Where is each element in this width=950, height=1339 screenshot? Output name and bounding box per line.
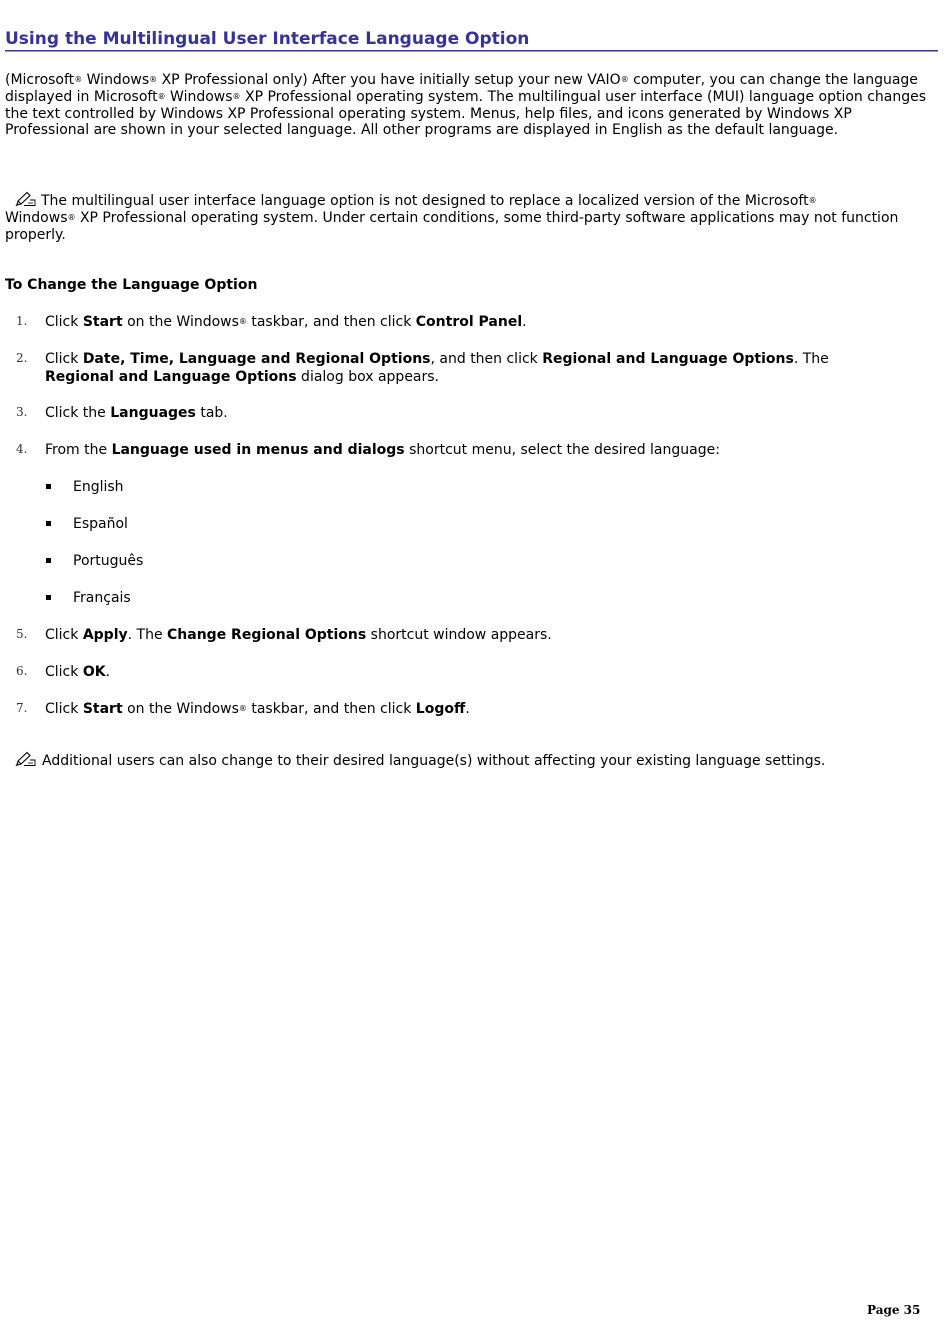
step-text-part: , and then click (430, 351, 543, 367)
ui-term: Apply (82, 627, 128, 643)
ui-term: OK (82, 664, 106, 680)
ui-term: Change Regional Options (167, 627, 367, 643)
intro-text-3: XP Professional only) After you have initially setup your new VAIO (157, 72, 621, 88)
step-text (45, 350, 938, 386)
step-text-part: taskbar, and then click (246, 701, 416, 717)
step-text (45, 700, 938, 718)
ui-term: Languages (110, 405, 196, 421)
ui-term: Date, Time, Language and Regional Options (82, 351, 431, 367)
intro-text-5: Windows (165, 88, 233, 105)
step-text-part: on the Windows (122, 701, 239, 717)
step-number: 2. (16, 351, 28, 365)
registered-mark: ® (238, 704, 247, 713)
step-text-part: Click (45, 314, 83, 330)
step-number: 6. (16, 664, 28, 678)
language-name: Português (73, 553, 144, 569)
bullet-icon (46, 558, 51, 563)
step-number: 7. (16, 701, 28, 715)
registered-mark: ® (238, 317, 247, 326)
bullet-icon (46, 521, 51, 526)
step-text-part: shortcut window appears. (366, 627, 552, 643)
ui-term: Language used in menus and dialogs (111, 442, 405, 458)
registered-mark: ® (149, 75, 158, 84)
step-text-part: dialog box appears. (296, 369, 440, 385)
intro-text-1: (Microsoft (5, 72, 75, 88)
step-text-part: Click (45, 664, 83, 680)
ui-term: Regional and Language Options (45, 369, 297, 385)
step-text-part: Click (45, 701, 83, 717)
intro-text-2: Windows (82, 72, 150, 88)
language-name: English (73, 479, 124, 495)
step-text-part: . The (793, 351, 829, 367)
registered-mark: ® (232, 91, 241, 101)
step-text (45, 404, 938, 422)
step-text-part: tab. (195, 405, 228, 421)
registered-mark: ® (74, 75, 83, 84)
step-number: 3. (16, 405, 28, 419)
note-text-1: The multilingual user interface language option is not designed to replace a localized version of the Microsoft (41, 193, 809, 209)
ui-term: Regional and Language Options (542, 351, 794, 367)
note-pencil-icon (15, 191, 37, 207)
title-underline (5, 50, 938, 52)
ui-term: Start (82, 701, 123, 717)
intro-text-6: XP Professional operating system. The multilingual user interface (MUI) language option changes the text controlled by Windows XP Professional operating system. Menus, help files, and icons generated by Windows XP Professional are shown in your selected language. All other programs are displayed in English as the default language. (5, 88, 927, 139)
step-text (45, 313, 938, 331)
step-text-part: . The (127, 627, 168, 643)
step-text-part: . (465, 701, 470, 717)
step-text-part: shortcut menu, select the desired language: (404, 442, 720, 458)
note-pencil-icon (15, 751, 37, 767)
note-paragraph (5, 191, 938, 243)
step-text-part: Click (45, 627, 83, 643)
step-number: 5. (16, 627, 28, 641)
registered-mark: ® (157, 91, 166, 101)
step-text (45, 441, 938, 459)
step-text-part: taskbar, and then click (246, 314, 416, 330)
step-text-part: Click (45, 351, 83, 367)
note-text-3: XP Professional operating system. Under certain conditions, some third-party software applications may not function properly. (5, 209, 899, 243)
registered-mark: ® (67, 212, 76, 222)
procedure-heading: To Change the Language Option (5, 277, 258, 293)
ui-term: Control Panel (415, 314, 523, 330)
page-title: Using the Multilingual User Interface Language Option (5, 29, 530, 49)
intro-text-4: computer, you can change the language displayed in Microsoft (5, 72, 918, 105)
registered-mark: ® (808, 196, 817, 205)
step-text-part: . (522, 314, 527, 330)
note-paragraph (5, 751, 938, 770)
step-text-part: From the (45, 442, 112, 458)
step-text-part: Click the (45, 405, 111, 421)
step-text (45, 626, 938, 644)
note-text-2: Windows (5, 209, 68, 226)
step-number: 4. (16, 442, 28, 456)
intro-paragraph (5, 72, 938, 139)
language-name: Français (73, 590, 131, 606)
ui-term: Start (82, 314, 123, 330)
language-name: Español (73, 516, 128, 532)
ui-term: Logoff (415, 701, 466, 717)
step-text-part: on the Windows (122, 314, 239, 330)
bullet-icon (46, 595, 51, 600)
page-number: Page 35 (867, 1303, 921, 1317)
step-text (45, 663, 938, 681)
step-number: 1. (16, 314, 28, 328)
note-text: Additional users can also change to their desired language(s) without affecting your existing language settings. (42, 753, 826, 769)
step-text-part: . (105, 664, 111, 680)
bullet-icon (46, 484, 51, 489)
registered-mark: ® (620, 75, 629, 84)
